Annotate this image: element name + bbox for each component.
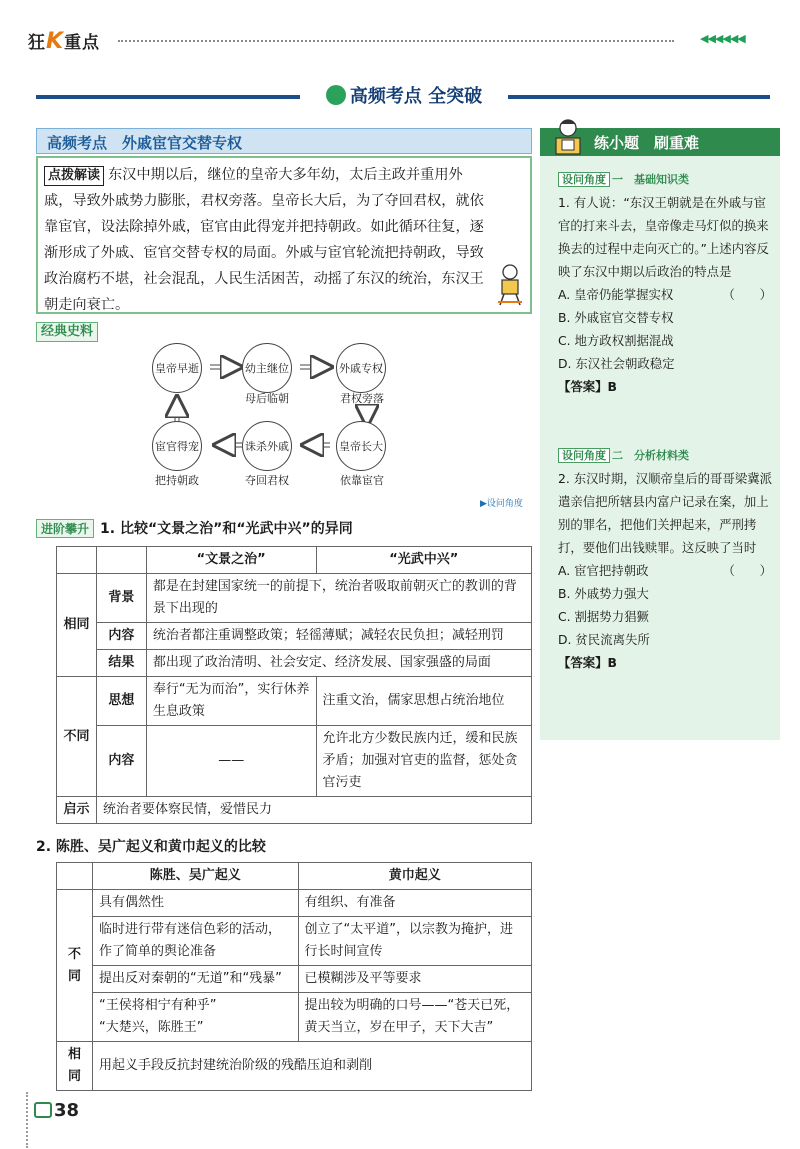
flow-caption-rely-eunuchs: 依靠宦官 (340, 474, 384, 487)
question-angle-note: ▶设问角度 (480, 499, 523, 509)
book-icon (34, 1102, 52, 1118)
flow-node-emperor-dies: 皇帝早逝 (152, 343, 202, 393)
cell-thought-guangwu: 注重文治，儒家思想占统治地位 (316, 677, 532, 726)
flow-node-kill-in-laws: 诛杀外戚 (242, 421, 292, 471)
row-group-diff: 不同 (57, 677, 97, 797)
q2-option-c[interactable]: C. 割据势力猖獗 (558, 609, 649, 624)
banner-title: 高频考点 全突破 (300, 82, 508, 108)
cell-r2a: 临时进行带有迷信色彩的活动，作了简单的舆论准备 (92, 917, 298, 966)
row-group-same: 相同 (57, 574, 97, 677)
flow-node-in-laws-rule: 外戚专权 (336, 343, 386, 393)
cell-r1a: 具有偶然性 (92, 890, 298, 917)
col-huangjin: 黄巾起义 (298, 863, 531, 890)
row-label-lesson: 启示 (57, 797, 97, 824)
tip-tag: 点拨解读 (44, 166, 104, 186)
q1-option-d[interactable]: D. 东汉社会朝政稳定 (558, 356, 675, 371)
banner-line-left (36, 95, 300, 99)
classic-material-label: 经典史料 (36, 322, 98, 342)
advance-label: 进阶攀升 (36, 519, 94, 538)
col-wenjing: “文景之治” (146, 547, 316, 574)
comparison-table-1 (56, 546, 532, 824)
row-label-thought: 思想 (96, 677, 146, 726)
cell-result: 都出现了政治清明、社会安定、经济发展、国家强盛的局面 (146, 650, 531, 677)
table1-title: 进阶攀升 1. 比较“文景之治”和“光武中兴”的异同 (36, 518, 353, 538)
flow-caption-control-court: 把持朝政 (155, 474, 199, 487)
cell-r3a: 提出反对秦朝的“无道”和“残暴” (92, 966, 298, 993)
flow-caption-regain-power: 夺回君权 (245, 474, 289, 487)
cell-content-wenjing: —— (146, 726, 316, 797)
col-guangwu: “光武中兴” (316, 547, 532, 574)
row-group-diff-2: 不同 (57, 890, 93, 1042)
cell-r4a: “王侯将相宁有种乎” “大楚兴，陈胜王” (92, 993, 298, 1042)
banner-line-right (508, 95, 770, 99)
student-icon (548, 118, 588, 156)
angle-2-heading: 设问角度 二 分析材料类 (558, 444, 772, 467)
flow-node-emperor-grows: 皇帝长大 (336, 421, 386, 471)
q2-option-a[interactable]: A. 宦官把持朝政 (558, 563, 649, 578)
cell-same-2: 用起义手段反抗封建统治阶级的残酷压迫和剥削 (92, 1042, 531, 1091)
q2-answer: 【答案】B (558, 655, 618, 670)
cell-content: 统治者都注重调整政策；轻徭薄赋；减轻农民负担；减轻刑罚 (146, 623, 531, 650)
flow-caption-power-lost: 君权旁落 (340, 392, 384, 405)
page-number: 38 (34, 1100, 79, 1121)
cell-content-guangwu: 允许北方少数民族内迁，缓和民族矛盾；加强对官吏的监督，惩处贪官污吏 (316, 726, 532, 797)
flow-caption-regency: 母后临朝 (245, 392, 289, 405)
tip-text: 东汉中期以后，继位的皇帝大多年幼，太后主政并重用外戚，导致外戚势力膨胀，君权旁落。皇帝长大后，为了夺回君权，就依靠宦官，设法除掉外戚，宦官由此得宠并把持朝政。如此循环往复，逐渐形成了外戚、宦官交替专权的局面。外戚与宦官轮流把持朝政，导致政治腐朽不堪，社会混乱，人民生活困苦，动摇了东汉的统治，东汉王朝走向衰亡。 (44, 167, 484, 313)
q1-option-a[interactable]: A. 皇帝仍能掌握实权 (558, 287, 674, 302)
flow-node-eunuch-favored: 宦官得宠 (152, 421, 202, 471)
cell-r3b: 已模糊涉及平等要求 (298, 966, 531, 993)
row-label-background: 背景 (96, 574, 146, 623)
q2-option-d[interactable]: D. 贫民流离失所 (558, 632, 650, 647)
brand-logo: 狂K重点 (28, 29, 101, 54)
angle-1-heading: 设问角度 一 基础知识类 (558, 168, 772, 191)
practice-questions (558, 168, 772, 674)
q1-option-b[interactable]: B. 外戚宦官交替专权 (558, 310, 674, 325)
cell-thought-wenjing: 奉行“无为而治”，实行休养生息政策 (146, 677, 316, 726)
tip-box (36, 156, 532, 314)
question-2: 2. 东汉时期，汉顺帝皇后的哥哥梁冀派遣亲信把所辖县内富户记录在案，加上别的罪名，把他们关押起来，严刑拷打，要他们出钱赎罪。这反映了当时 （ ） (558, 471, 773, 578)
q1-option-c[interactable]: C. 地方政权割据混战 (558, 333, 674, 348)
header-dotted-line (118, 40, 674, 42)
comparison-table-2 (56, 862, 532, 1091)
question-1: 1. 有人说：“东汉王朝就是在外戚与宦官的打来斗去，皇帝像走马灯似的换来换去的过程中走向灭亡的。”上述内容反映了东汉中期以后政治的特点是 （ ） (558, 195, 772, 302)
globe-icon (326, 85, 346, 105)
q2-option-b[interactable]: B. 外戚势力强大 (558, 586, 649, 601)
header-arrows-icon: ◀◀◀◀◀◀ (700, 32, 745, 45)
table2-title: 2. 陈胜、吴广起义和黄巾起义的比较 (36, 839, 266, 855)
row-label-content: 内容 (96, 623, 146, 650)
section-title: 高频考点 外戚宦官交替专权 (36, 128, 532, 154)
flow-node-child-emperor: 幼主继位 (242, 343, 292, 393)
cell-background: 都是在封建国家统一的前提下，统治者吸取前朝灭亡的教训的背景下出现的 (146, 574, 531, 623)
col-chensheng: 陈胜、吴广起义 (92, 863, 298, 890)
cell-r2b: 创立了“太平道”，以宗教为掩护，进行长时间宣传 (298, 917, 531, 966)
q1-answer: 【答案】B (558, 379, 618, 394)
cell-r4b: 提出较为明确的口号——“苍天已死，黄天当立，岁在甲子，天下大吉” (298, 993, 531, 1042)
row-label-result: 结果 (96, 650, 146, 677)
cell-lesson: 统治者要体察民情，爱惜民力 (96, 797, 531, 824)
practice-header: 练小题 刷重难 (540, 128, 780, 156)
row-label-content-2: 内容 (96, 726, 146, 797)
row-label-same-2: 相同 (57, 1042, 93, 1091)
footer-dots (26, 1092, 28, 1148)
mascot-icon (492, 262, 528, 306)
cell-r1b: 有组织、有准备 (298, 890, 531, 917)
